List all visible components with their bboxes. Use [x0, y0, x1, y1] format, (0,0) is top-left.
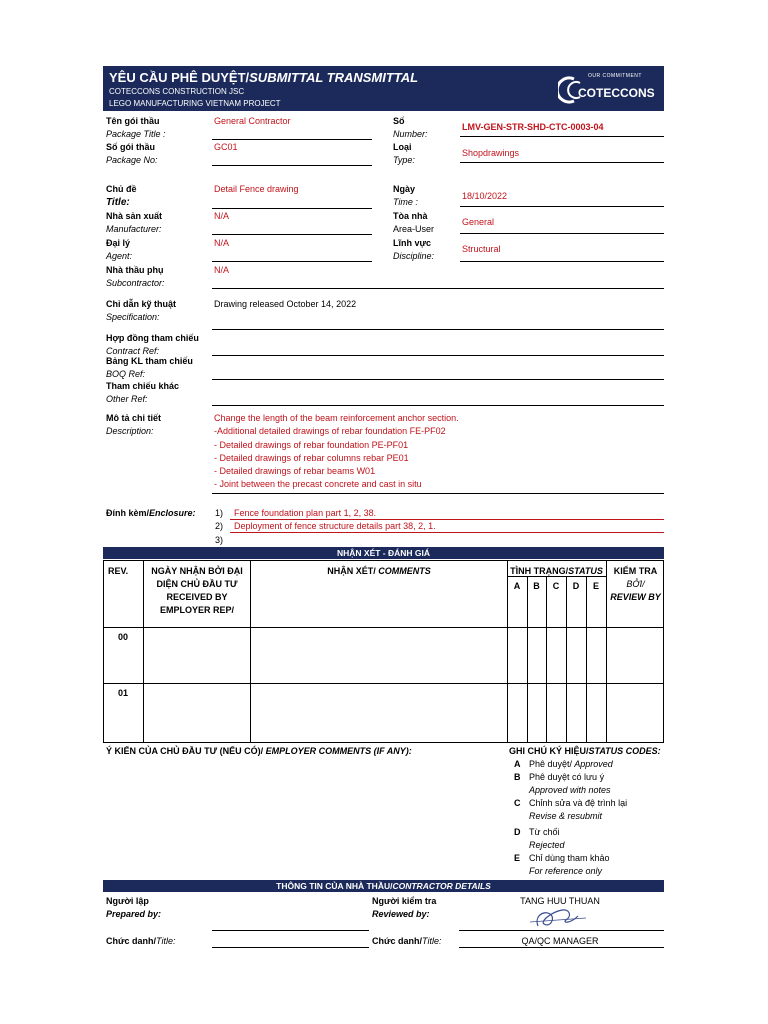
form-title-en: SUBMITTAL TRANSMITTAL [249, 70, 419, 85]
type-label-en: Type: [393, 155, 415, 165]
divider [212, 379, 664, 380]
code-e-en: For reference only [529, 866, 603, 876]
divider [212, 261, 372, 262]
status-header-vi: TÌNH TRẠNG/ [510, 566, 569, 576]
number-label-vi: Số [393, 116, 405, 126]
table-vline [527, 576, 528, 743]
divider [230, 519, 664, 520]
discipline-label-vi: Lĩnh vực [393, 238, 432, 248]
number-label-en: Number: [393, 129, 428, 139]
rev-row-01: 01 [118, 688, 129, 698]
divider [212, 139, 372, 140]
comments-header [252, 566, 506, 577]
description-line: - Detailed drawings of rebar beams W01 [214, 466, 376, 476]
form-title-vi: YÊU CẦU PHÊ DUYỆT/ [109, 70, 250, 85]
code-letter-a: A [514, 759, 521, 769]
date-label-en: Time : [393, 197, 418, 207]
prepared-label-en: Prepared by: [106, 909, 162, 919]
discipline-label-en: Discipline: [393, 251, 435, 261]
boq-label-en: BOQ Ref: [106, 369, 146, 379]
status-col-d: D [572, 581, 580, 591]
divider [212, 405, 664, 406]
code-c-vi: Chỉnh sửa và đệ trình lại [529, 798, 628, 808]
status-col-c: C [552, 581, 560, 591]
manufacturer-label-vi: Nhà sản xuất [106, 211, 163, 221]
status-codes-title [509, 746, 661, 757]
divider [212, 493, 664, 494]
contract-label-en: Contract Ref: [106, 346, 160, 356]
package-title-label-vi: Tên gói thầu [106, 116, 160, 126]
divider [212, 947, 369, 948]
received-header-4: EMPLOYER REP/ [159, 605, 234, 615]
position-label-2 [372, 936, 441, 947]
contractor-band [103, 880, 664, 892]
code-d-en: Rejected [529, 840, 565, 850]
enclosure-num: 1) [215, 508, 224, 518]
agent-label-en: Agent: [106, 251, 133, 261]
description-line: - Detailed drawings of rebar columns rebar PE01 [214, 453, 409, 463]
code-a-vi: Phê duyệt/ [529, 759, 573, 769]
enclosure-item: Fence foundation plan part 1, 2, 38. [234, 508, 377, 518]
code-letter-b: B [514, 772, 521, 782]
date-value: 18/10/2022 [462, 191, 508, 201]
status-codes-title-en: STATUS CODES: [588, 746, 661, 756]
reviewed-label-en: Reviewed by: [372, 909, 430, 919]
subject-value: Detail Fence drawing [214, 184, 299, 194]
divider [212, 329, 664, 330]
code-d-vi: Từ chối [529, 827, 560, 837]
coteccons-logo [558, 71, 662, 107]
spec-label-vi: Chỉ dẫn kỹ thuật [106, 299, 177, 309]
review-band: NHẬN XÉT - ĐÁNH GIÁ [103, 547, 664, 559]
divider [460, 206, 664, 207]
table-hline [103, 683, 664, 684]
divider [460, 162, 664, 163]
code-letter-e: E [514, 853, 521, 863]
package-no-label-vi: Số gói thầu [106, 142, 155, 152]
project-name: LEGO MANUFACTURING VIETNAM PROJECT [109, 99, 281, 108]
status-codes-title-vi: GHI CHÚ KÝ HIỆU/ [509, 746, 589, 756]
divider [212, 930, 369, 931]
spec-value: Drawing released October 14, 2022 [214, 299, 357, 309]
divider [459, 947, 664, 948]
position-label-2-en: Title: [422, 936, 442, 946]
agent-label-vi: Đại lý [106, 238, 131, 248]
enclosure-num: 3) [215, 535, 224, 545]
contractor-band-vi: THÔNG TIN CỦA NHÀ THẦU/ [276, 881, 393, 891]
rev-row-00: 00 [118, 632, 129, 642]
position-label-1 [106, 936, 175, 947]
check-header-2: BỞI/ [626, 579, 645, 589]
manufacturer-value: N/A [214, 211, 230, 221]
code-letter-d: D [514, 827, 521, 837]
area-value: General [462, 217, 495, 227]
enclosure-label [106, 508, 196, 519]
divider [212, 165, 372, 166]
status-col-e: E [592, 581, 599, 591]
position-label-1-en: Title: [156, 936, 176, 946]
reviewer-name: TANG HUU THUAN [520, 896, 600, 906]
description-line: - Joint between the precast concrete and cast in situ [214, 479, 422, 489]
position-label-2-vi: Chức danh/ [372, 936, 423, 946]
employer-label-vi: Ý KIẾN CỦA CHỦ ĐẦU TƯ (NẾU CÓ)/ [106, 746, 264, 756]
discipline-value: Structural [462, 244, 501, 254]
table-vline [586, 576, 587, 743]
signature-icon [520, 904, 600, 932]
package-title-label-en: Package Title : [106, 129, 166, 139]
spec-label-en: Specification: [106, 312, 160, 322]
number-value: LMV-GEN-STR-SHD-CTC-0003-04 [462, 122, 604, 132]
area-label-vi: Tòa nhà [393, 211, 428, 221]
enclosure-item: Deployment of fence structure details part 38, 2, 1. [234, 521, 436, 531]
divider [230, 532, 664, 533]
status-col-b: B [533, 581, 540, 591]
other-label-vi: Tham chiếu khác [106, 381, 180, 391]
position-label-1-vi: Chức danh/ [106, 936, 157, 946]
boq-label-vi: Bảng KL tham chiếu [106, 356, 193, 366]
employer-label-en: EMPLOYER COMMENTS (IF ANY): [263, 746, 412, 756]
package-no-value: GC01 [214, 142, 238, 152]
rev-header: REV. [108, 566, 129, 576]
description-line: -Additional detailed drawings of rebar foundation FE-PF02 [214, 426, 446, 436]
code-e-vi: Chỉ dùng tham khảo [529, 853, 610, 863]
code-letter-c: C [514, 798, 521, 808]
table-hline [103, 627, 664, 628]
package-no-label-en: Package No: [106, 155, 158, 165]
table-vline [250, 560, 251, 743]
divider [212, 288, 664, 289]
divider [460, 136, 664, 137]
comments-header-en: COMMENTS [375, 566, 431, 576]
signature [520, 904, 600, 932]
subject-label-vi: Chủ đề [106, 184, 137, 194]
comments-header-vi: NHẬN XÉT/ [327, 566, 376, 576]
type-value: Shopdrawings [462, 148, 520, 158]
received-header-1: NGÀY NHẬN BỞI ĐẠI [151, 566, 243, 576]
subject-label-en: Title: [106, 197, 130, 208]
code-b-en: Approved with notes [529, 785, 611, 795]
divider [460, 261, 664, 262]
check-header-1: KIỂM TRA [613, 566, 658, 576]
received-header-3: RECEIVED BY [166, 592, 228, 602]
code-a [529, 759, 613, 769]
header-banner [103, 66, 664, 111]
description-label-en: Description: [106, 426, 154, 436]
enclosure-label-en: Enclosure: [149, 508, 196, 518]
reviewer-title: QA/QC MANAGER [521, 936, 599, 946]
package-title-value: General Contractor [214, 116, 291, 126]
table-vline [566, 576, 567, 743]
prepared-label-vi: Người lập [106, 896, 149, 906]
divider [212, 234, 372, 235]
status-header-en: STATUS [568, 566, 603, 576]
contract-label-vi: Hợp đồng tham chiếu [106, 333, 199, 343]
description-label-vi: Mô tả chi tiết [106, 413, 162, 423]
logo-text: COTECCONS [578, 86, 655, 100]
enclosure-label-vi: Đính kèm/ [106, 508, 150, 518]
sub-label-en: Subcontractor: [106, 278, 165, 288]
code-a-en: Approved [572, 759, 613, 769]
table-vline [546, 576, 547, 743]
divider [460, 233, 664, 234]
form-title [109, 70, 418, 85]
agent-value: N/A [214, 238, 230, 248]
code-b-vi: Phê duyệt có lưu ý [529, 772, 605, 782]
sub-label-vi: Nhà thầu phụ [106, 265, 164, 275]
divider [459, 930, 664, 931]
description-line: Change the length of the beam reinforcement anchor section. [214, 413, 459, 423]
status-col-a: A [513, 581, 521, 591]
check-header-3: REVIEW BY [610, 592, 661, 602]
type-label-vi: Loại [393, 142, 412, 152]
table-vline [143, 560, 144, 743]
manufacturer-label-en: Manufacturer: [106, 224, 162, 234]
code-c-en: Revise & resubmit [529, 811, 603, 821]
divider [212, 208, 372, 209]
employer-comments-label [106, 746, 412, 757]
description-line: - Detailed drawings of rebar foundation PE-PF01 [214, 440, 409, 450]
enclosure-num: 2) [215, 521, 224, 531]
contractor-band-en: CONTRACTOR DETAILS [392, 881, 491, 891]
other-label-en: Other Ref: [106, 394, 148, 404]
company-name: COTECCONS CONSTRUCTION JSC [109, 87, 245, 96]
logo-tagline: OUR COMMITMENT [588, 73, 642, 79]
received-header-2: DIỆN CHỦ ĐẦU TƯ [156, 579, 238, 589]
date-label-vi: Ngày [393, 184, 416, 194]
divider [212, 355, 664, 356]
status-header [507, 566, 606, 577]
area-label-en: Area-User [393, 224, 435, 234]
sub-value: N/A [214, 265, 230, 275]
reviewed-label-vi: Người kiểm tra [372, 896, 437, 906]
